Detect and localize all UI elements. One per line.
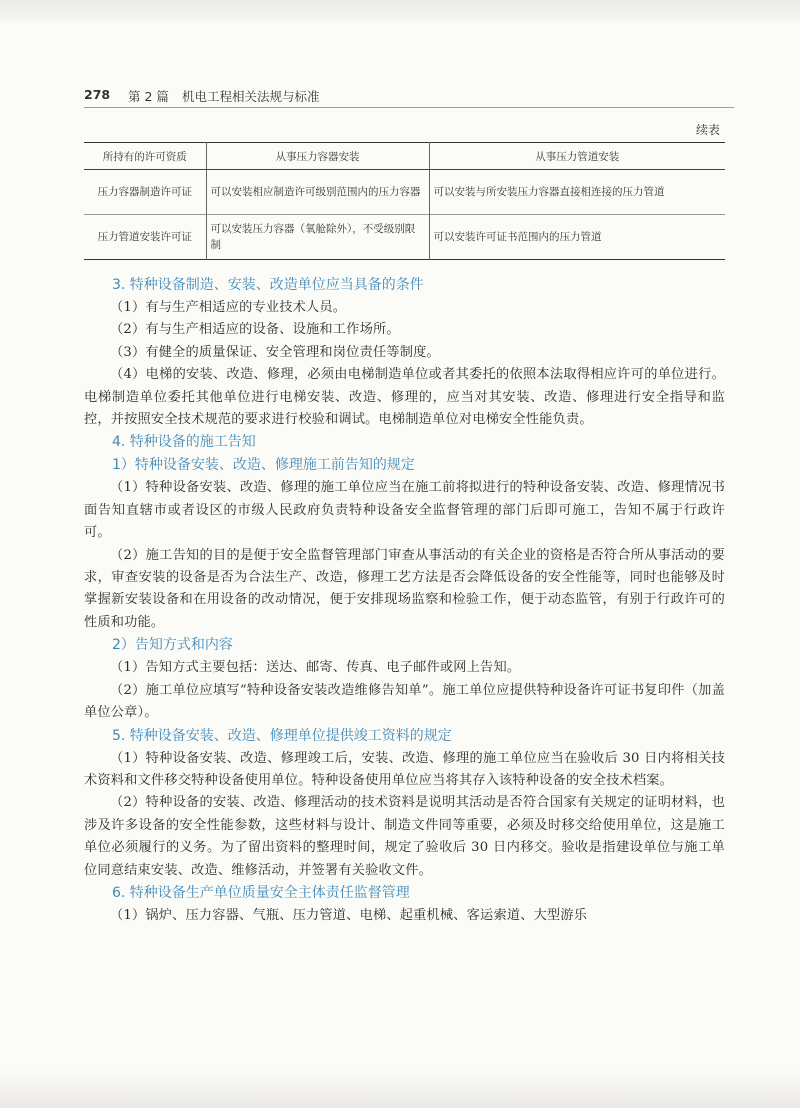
part-title: 机电工程相关法规与标准: [182, 89, 320, 104]
continued-label: 续表: [695, 123, 720, 137]
table-row: [84, 170, 725, 215]
paragraph: （2）施工告知的目的是便于安全监督管理部门审查从事活动的有关企业的资格是否符合所从事活动的要求，审查安装的设备是否为合法生产、改造，修理工艺方法是否会降低设备的安全性能等，同时也能够及时掌握新安装设备和在用设备的改动情况，便于安排现场监察和检验工作，便于动态监管，有别于行政许可的性质和功能。: [84, 547, 725, 630]
scan-edge-top: [0, 0, 800, 22]
section-heading: 3. 特种设备制造、安装、改造单位应当具备的条件: [112, 277, 424, 293]
table-cell: 压力管道安装许可证: [84, 215, 206, 260]
paragraph: （3）有健全的质量保证、安全管理和岗位责任等制度。: [110, 344, 440, 360]
subsection-heading: 1）特种设备安装、改造、修理施工前告知的规定: [112, 457, 415, 474]
part-label: 第 2 篇: [128, 89, 169, 104]
section-heading: 5. 特种设备安装、改造、修理单位提供竣工资料的规定: [112, 727, 452, 744]
paragraph: （1）告知方式主要包括：送达、邮寄、传真、电子邮件或网上告知。: [110, 660, 521, 676]
paragraph: （1）特种设备安装、改造、修理的施工单位应当在施工前将拟进行的特种设备安装、改造、修理情况书面告知直辖市或者设区的市级人民政府负责特种设备安全监督管理的部门后即可施工，告知不属于行政许可。: [84, 480, 725, 541]
section-heading: 4. 特种设备的施工告知: [112, 434, 256, 451]
paragraph: （2）有与生产相适应的设备、设施和工作场所。: [110, 322, 400, 338]
table-cell: 可以安装许可证书范围内的压力管道: [429, 215, 725, 260]
table-cell: 可以安装与所安装压力容器直接相连接的压力管道: [429, 170, 725, 215]
table-row: [84, 215, 725, 260]
paragraph: （1）有与生产相适应的专业技术人员。: [110, 300, 347, 315]
page-number: 278: [84, 87, 111, 102]
running-header: [84, 87, 734, 107]
paragraph: （1）锅炉、压力容器、气瓶、压力管道、电梯、起重机械、客运索道、大型游乐: [110, 907, 588, 923]
table-header-cell: 从事压力管道安装: [429, 143, 725, 170]
subsection-heading: 2）告知方式和内容: [112, 637, 233, 654]
paragraph: （2）施工单位应填写“特种设备安装改造维修告知单”。施工单位应提供特种设备许可证书复印件（加盖单位公章）。: [84, 682, 725, 721]
table-cell: 压力容器制造许可证: [84, 170, 206, 215]
body-text: [84, 274, 725, 927]
permit-table: [84, 142, 725, 260]
table-header-cell: 从事压力容器安装: [206, 143, 429, 170]
paragraph: （1）特种设备安装、改造、修理竣工后，安装、改造、修理的施工单位应当在验收后 30 日内将相关技术资料和文件移交特种设备使用单位。特种设备使用单位应当将其存入该特种设备的安全技术档案。: [84, 750, 725, 788]
table-cell: 可以安装相应制造许可级别范围内的压力容器: [206, 170, 429, 215]
table-header-row: [84, 143, 725, 170]
header-rule: [84, 107, 734, 108]
table-cell: 可以安装压力容器（氧舱除外），不受级别限制: [206, 215, 429, 260]
table-header-cell: 所持有的许可资质: [84, 143, 206, 170]
section-heading: 6. 特种设备生产单位质量安全主体责任监督管理: [112, 884, 410, 901]
paragraph: （2）特种设备的安装、改造、修理活动的技术资料是说明其活动是否符合国家有关规定的证明材料，也涉及许多设备的安全性能参数，这些材料与设计、制造文件同等重要，必须及时移交给使用单位，这是施工单位必须履行的义务。为了留出资料的整理时间，规定了验收后 30 日内移交。验收是指建设单位与施工单位同意结束安装、改造、维修活动，并签署有关验收文件。: [84, 795, 725, 878]
scan-edge-bottom: [0, 1068, 800, 1108]
paragraph: （4）电梯的安装、改造、修理，必须由电梯制造单位或者其委托的依照本法取得相应许可的单位进行。电梯制造单位委托其他单位进行电梯安装、改造、修理的，应当对其安装、改造、修理进行安全指导和监控，并按照安全技术规范的要求进行校验和调试。电梯制造单位对电梯安全性能负责。: [84, 367, 725, 428]
